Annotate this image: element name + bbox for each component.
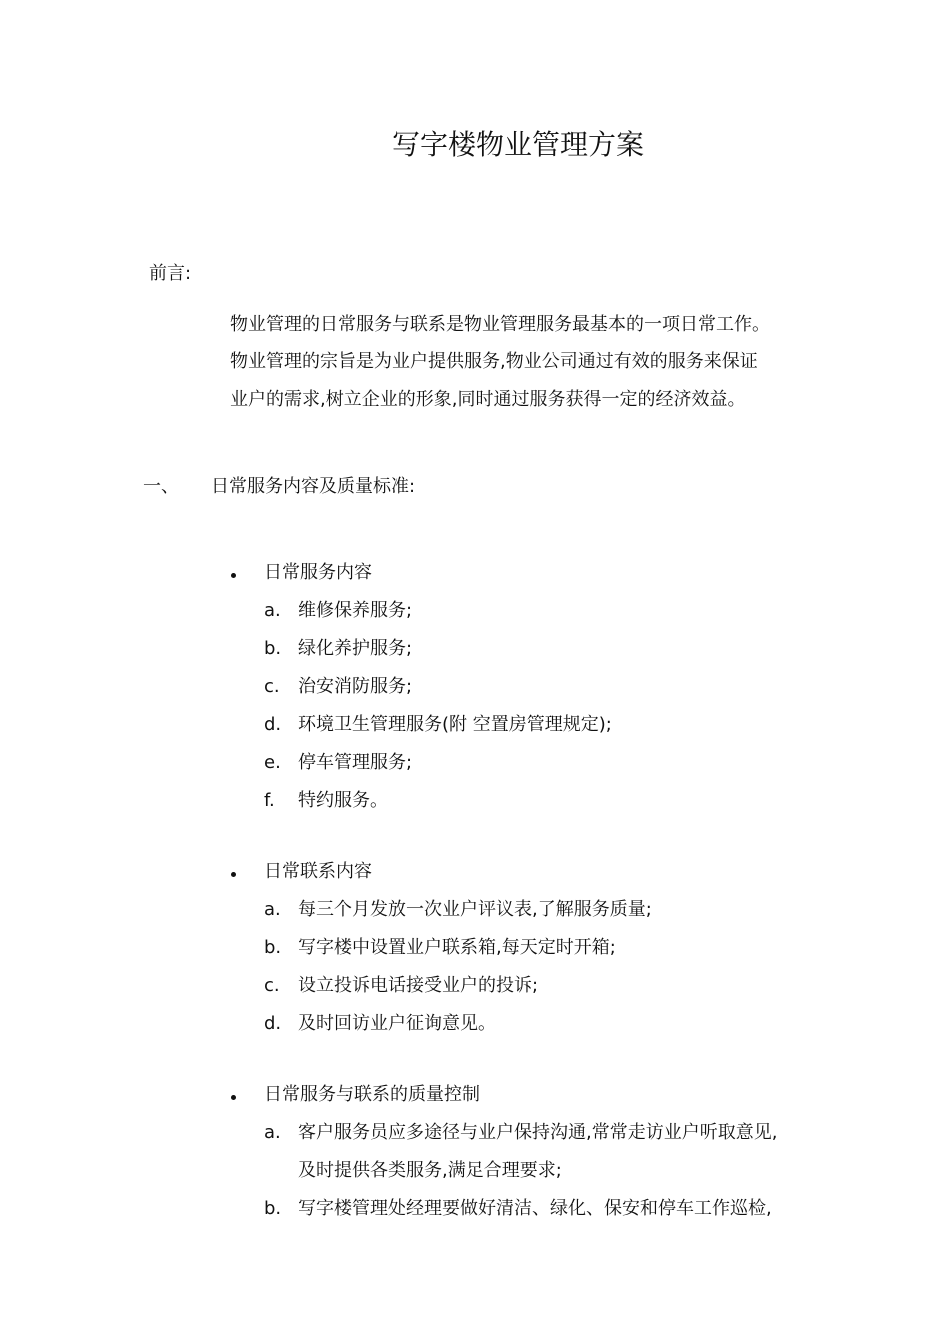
preface-line-2: 物业管理的宗旨是为业户提供服务,物业公司通过有效的服务来保证 [230, 351, 758, 372]
preface-line-1: 物业管理的日常服务与联系是物业管理服务最基本的一项日常工作。 [230, 314, 770, 335]
list-item: 停车管理服务; [298, 752, 413, 773]
list-item: 环境卫生管理服务(附 空置房管理规定); [298, 714, 612, 735]
group-title-quality: 日常服务与联系的质量控制 [264, 1084, 480, 1105]
section-number: 一、 [143, 476, 179, 497]
list-marker: a. [264, 1122, 281, 1143]
preface-label: 前言: [149, 263, 192, 284]
list-marker: d. [264, 1013, 282, 1034]
list-marker: d. [264, 714, 282, 735]
list-marker: b. [264, 937, 282, 958]
list-marker: a. [264, 899, 281, 920]
document-title: 写字楼物业管理方案 [391, 128, 644, 161]
list-marker: b. [264, 638, 282, 659]
list-marker: c. [264, 975, 280, 996]
group-title-service: 日常服务内容 [264, 562, 372, 583]
list-item: 每三个月发放一次业户评议表,了解服务质量; [298, 899, 652, 920]
list-item: 及时回访业户征询意见。 [298, 1013, 496, 1034]
bullet-icon [231, 872, 236, 877]
section-heading: 日常服务内容及质量标准: [211, 476, 416, 497]
list-marker: a. [264, 600, 281, 621]
list-marker: f. [264, 790, 275, 811]
list-item: 维修保养服务; [298, 600, 413, 621]
group-title-contact: 日常联系内容 [264, 861, 372, 882]
list-item: 治安消防服务; [298, 676, 413, 697]
list-item: 绿化养护服务; [298, 638, 413, 659]
list-marker: b. [264, 1198, 282, 1219]
list-item: 写字楼中设置业户联系箱,每天定时开箱; [298, 937, 616, 958]
list-item-continuation: 及时提供各类服务,满足合理要求; [298, 1160, 562, 1181]
list-item: 客户服务员应多途径与业户保持沟通,常常走访业户听取意见, [298, 1122, 778, 1143]
list-item: 特约服务。 [298, 790, 388, 811]
bullet-icon [231, 573, 236, 578]
bullet-icon [231, 1095, 236, 1100]
list-item: 写字楼管理处经理要做好清洁、绿化、保安和停车工作巡检, [298, 1198, 772, 1219]
list-marker: c. [264, 676, 280, 697]
preface-line-3: 业户的需求,树立企业的形象,同时通过服务获得一定的经济效益。 [230, 389, 746, 410]
list-marker: e. [264, 752, 281, 773]
list-item: 设立投诉电话接受业户的投诉; [298, 975, 539, 996]
